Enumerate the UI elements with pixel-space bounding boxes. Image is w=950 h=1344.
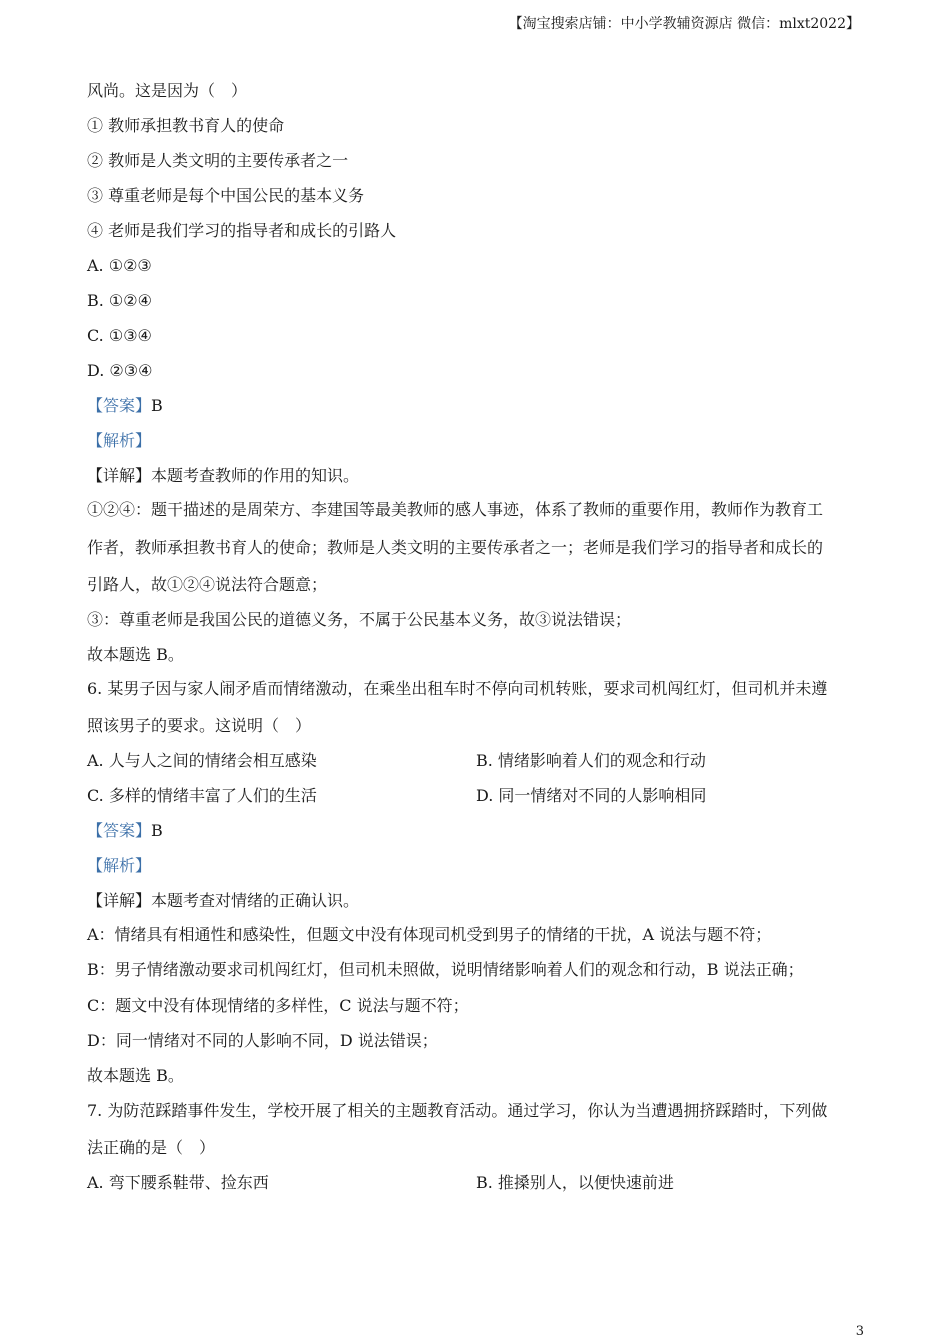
q7-option-a: A. 弯下腰系鞋带、捡东西 [87,1173,269,1192]
page-number: 3 [855,1324,864,1339]
detail-tag: 【详解】 [87,466,152,485]
q6-explanation-d: D：同一情绪对不同的人影响不同，D 说法错误； [87,1031,438,1050]
q6-explanation-b: B：男子情绪激动要求司机闯红灯，但司机未照做，说明情绪影响着人们的观念和行动，B 说法正确； [87,960,804,979]
page-header: 【淘宝搜索店铺：中小学教辅资源店 微信：mlxt2022】 [508,16,860,32]
answer-tag: 【答案】 [87,821,152,840]
q5-statement-2: ② 教师是人类文明的主要传承者之一 [87,151,349,170]
q6-option-d: D. 同一情绪对不同的人影响相同 [476,786,707,805]
q6-detail [87,891,359,911]
q6-stem-a: 6. 某男子因与家人闹矛盾而情绪激动，在乘坐出租车时不停向司机转账，要求司机闯红灯，但司机并未遵 [87,679,828,698]
q5-explanation-1a: ①②④：题干描述的是周荣方、李建国等最美教师的感人事迹，体系了教师的重要作用，教师作为教育工 [87,500,824,519]
q5-analysis-tag: 【解析】 [87,431,152,450]
q6-answer [87,821,163,841]
q5-statement-1: ① 教师承担教书育人的使命 [87,116,285,135]
q5-option-a: A. ①②③ [87,256,152,275]
q7-stem-b: 法正确的是（ ） [87,1138,216,1157]
q5-answer [87,396,163,416]
q5-detail [87,466,359,486]
q5-explanation-2: ③：尊重老师是我国公民的道德义务，不属于公民基本义务，故③说法错误； [87,610,632,629]
q5-option-b: B. ①②④ [87,291,152,310]
detail-text: 本题考查对情绪的正确认识。 [151,891,360,910]
q6-stem-b: 照该男子的要求。这说明（ ） [87,716,312,735]
q6-conclusion: 故本题选 B。 [87,1066,184,1085]
q5-option-d: D. ②③④ [87,361,153,380]
q5-conclusion: 故本题选 B。 [87,645,184,664]
answer-tag: 【答案】 [87,396,152,415]
q6-option-b: B. 情绪影响着人们的观念和行动 [476,751,706,770]
q7-stem-a: 7. 为防范踩踏事件发生，学校开展了相关的主题教育活动。通过学习，你认为当遭遇拥挤踩踏时，下列做 [87,1101,828,1120]
detail-text: 本题考查教师的作用的知识。 [151,466,360,485]
answer-value: B [151,396,163,415]
q5-statement-3: ③ 尊重老师是每个中国公民的基本义务 [87,186,365,205]
q5-option-c: C. ①③④ [87,326,152,345]
q7-option-b: B. 推搡别人，以便快速前进 [476,1173,674,1192]
q6-analysis-tag: 【解析】 [87,856,152,875]
q6-explanation-c: C：题文中没有体现情绪的多样性，C 说法与题不符； [87,996,469,1015]
q5-explanation-1b: 作者，教师承担教书育人的使命；教师是人类文明的主要传承者之一；老师是我们学习的指导者和成长的 [87,538,824,557]
q5-stem-tail: 风尚。这是因为（ ） [87,81,248,100]
answer-value: B [151,821,163,840]
detail-tag: 【详解】 [87,891,152,910]
q5-statement-4: ④ 老师是我们学习的指导者和成长的引路人 [87,221,397,240]
q5-explanation-1c: 引路人，故①②④说法符合题意； [87,575,328,594]
q6-option-c: C. 多样的情绪丰富了人们的生活 [87,786,317,805]
q6-explanation-a: A：情绪具有相通性和感染性，但题文中没有体现司机受到男子的情绪的干扰，A 说法与题不符； [87,925,772,944]
q6-option-a: A. 人与人之间的情绪会相互感染 [87,751,317,770]
